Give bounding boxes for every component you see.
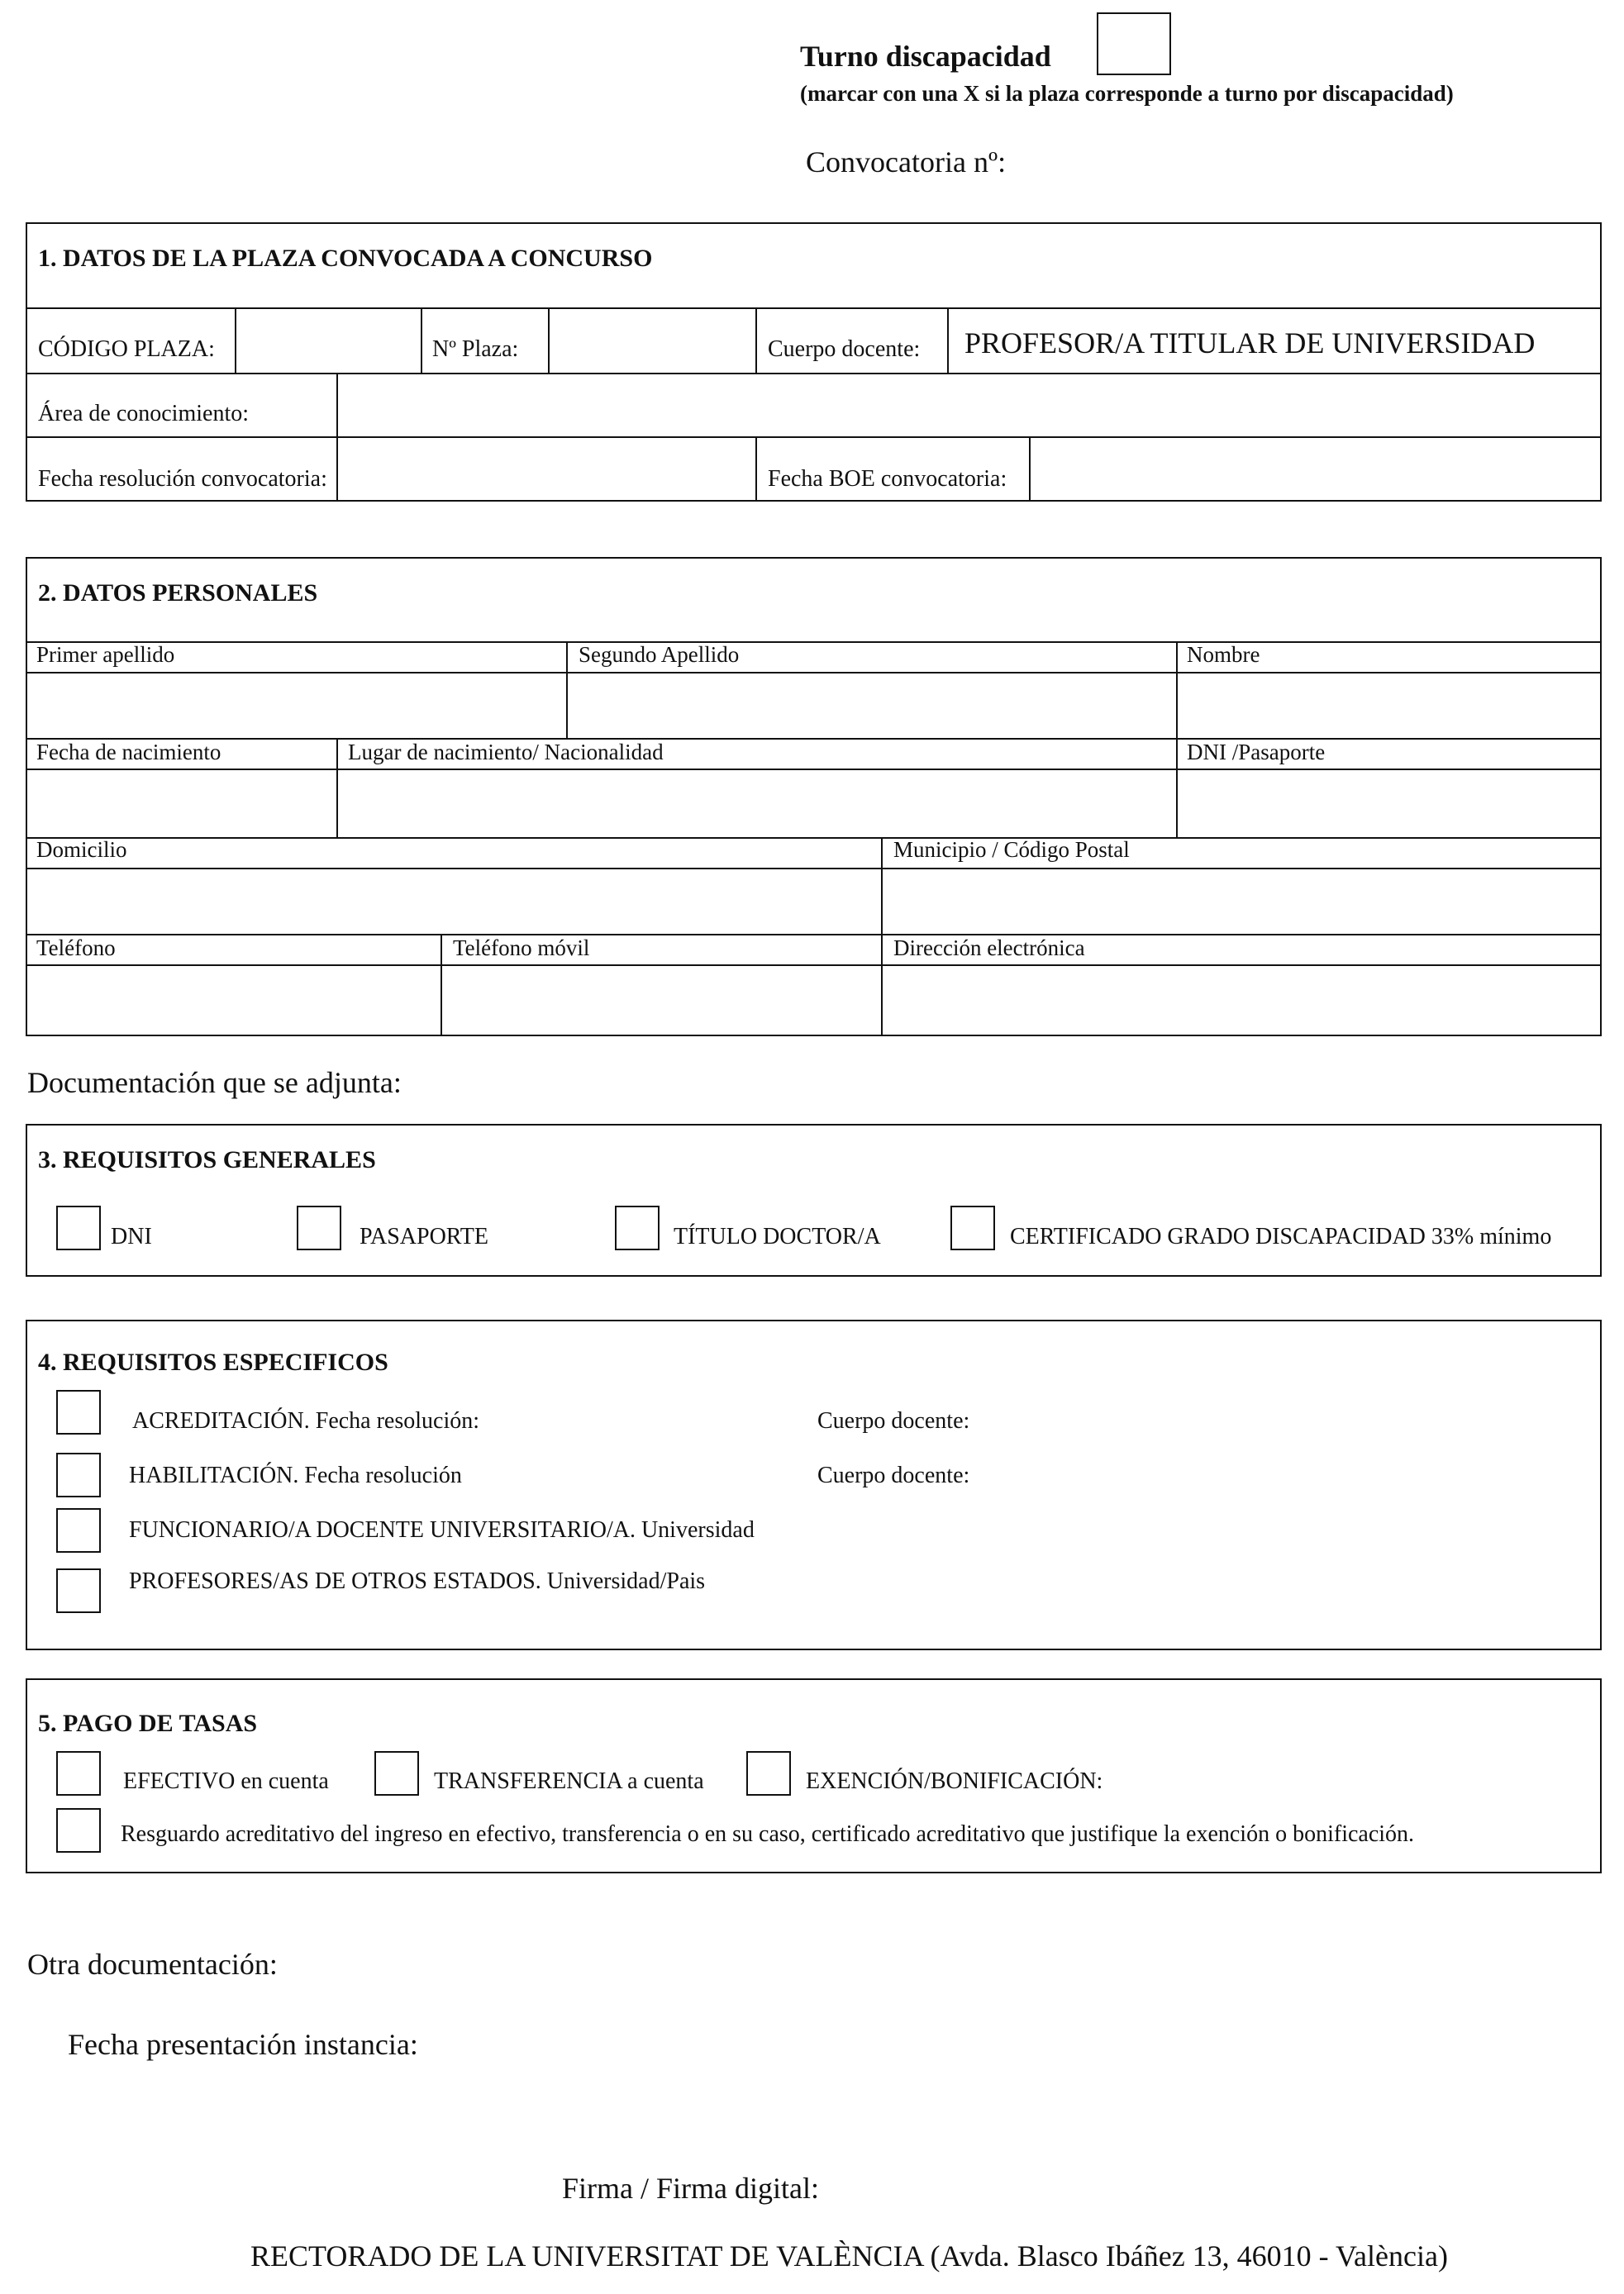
n-plaza-label: Nº Plaza: [432,336,519,362]
pasaporte-checkbox[interactable] [297,1206,341,1250]
n-plaza-field[interactable] [551,311,753,370]
divider [336,373,338,502]
otros-estados-label: PROFESORES/AS DE OTROS ESTADOS. Universidad/Pais [129,1568,706,1594]
pasaporte-option-label: PASAPORTE [360,1224,489,1249]
divider [421,307,422,373]
exencion-checkbox[interactable] [746,1751,791,1796]
turno-discapacidad-label: Turno discapacidad [800,40,1051,73]
certificado-discapacidad-checkbox[interactable] [950,1206,995,1250]
municipio-field[interactable] [883,870,1599,932]
otra-documentacion-label: Otra documentación: [27,1948,278,1981]
email-field[interactable] [883,967,1599,1034]
turno-discapacidad-note: (marcar con una X si la plaza corresponde a turno por discapacidad) [800,81,1454,106]
divider [755,307,757,373]
telefono-label: Teléfono [36,935,116,960]
divider [881,837,883,1036]
segundo-apellido-field[interactable] [569,674,1174,736]
dni-checkbox[interactable] [56,1206,101,1250]
divider [336,738,338,837]
section-2-title: 2. DATOS PERSONALES [38,579,318,607]
nombre-field[interactable] [1179,674,1599,736]
telefono-field[interactable] [27,967,439,1034]
acreditacion-label: ACREDITACIÓN. Fecha resolución: [132,1408,480,1434]
area-conocimiento-label: Área de conocimiento: [38,401,250,426]
email-label: Dirección electrónica [893,935,1085,960]
fecha-nacimiento-label: Fecha de nacimiento [36,740,221,764]
exencion-label: EXENCIÓN/BONIFICACIÓN: [806,1768,1103,1794]
divider [235,307,236,373]
resguardo-checkbox[interactable] [56,1808,101,1853]
lugar-nacimiento-label: Lugar de nacimiento/ Nacionalidad [348,740,664,764]
transferencia-label: TRANSFERENCIA a cuenta [434,1768,704,1794]
domicilio-field[interactable] [27,870,879,932]
segundo-apellido-label: Segundo Apellido [579,642,740,667]
habilitacion-checkbox[interactable] [56,1453,101,1497]
codigo-plaza-field[interactable] [238,311,418,370]
dni-pasaporte-field[interactable] [1179,771,1599,835]
cuerpo-docente-label: Cuerpo docente: [768,336,921,362]
dni-option-label: DNI [111,1224,152,1249]
divider [26,769,1602,770]
divider [548,307,550,373]
fecha-resolucion-field[interactable] [340,440,753,499]
cuerpo-docente-habilitacion-label: Cuerpo docente: [817,1463,970,1488]
fecha-presentacion-label: Fecha presentación instancia: [68,2028,418,2061]
domicilio-label: Domicilio [36,837,127,862]
transferencia-checkbox[interactable] [374,1751,419,1796]
divider [947,307,949,373]
otros-estados-checkbox[interactable] [56,1568,101,1613]
divider [755,436,757,502]
efectivo-label: EFECTIVO en cuenta [123,1768,329,1794]
section-1-title: 1. DATOS DE LA PLAZA CONVOCADA A CONCURSO [38,245,653,272]
divider [26,641,1602,643]
acreditacion-checkbox[interactable] [56,1390,101,1435]
telefono-movil-label: Teléfono móvil [453,935,590,960]
habilitacion-label: HABILITACIÓN. Fecha resolución [129,1463,462,1488]
certificado-discapacidad-option-label: CERTIFICADO GRADO DISCAPACIDAD 33% mínimo [1010,1224,1552,1249]
divider [26,738,1602,740]
funcionario-checkbox[interactable] [56,1508,101,1553]
section-4-title: 4. REQUISITOS ESPECIFICOS [38,1349,388,1376]
codigo-plaza-label: CÓDIGO PLAZA: [38,336,215,362]
divider [26,672,1602,673]
section-3-title: 3. REQUISITOS GENERALES [38,1146,376,1173]
municipio-label: Municipio / Código Postal [893,837,1130,862]
divider [1176,641,1178,837]
convocatoria-label: Convocatoria nº: [806,145,1007,178]
turno-discapacidad-checkbox[interactable] [1097,12,1171,75]
efectivo-checkbox[interactable] [56,1751,101,1796]
area-conocimiento-field[interactable] [340,376,1599,434]
primer-apellido-label: Primer apellido [36,642,175,667]
divider [26,964,1602,966]
section-5-title: 5. PAGO DE TASAS [38,1710,258,1737]
dni-pasaporte-label: DNI /Pasaporte [1187,740,1326,764]
nombre-label: Nombre [1187,642,1260,667]
footer-address: RECTORADO DE LA UNIVERSITAT DE VALÈNCIA (Avda. Blasco Ibáñez 13, 46010 - València) [250,2239,1448,2273]
divider [26,307,1602,309]
divider [1029,436,1031,502]
primer-apellido-field[interactable] [27,674,564,736]
divider [26,868,1602,869]
documentacion-label: Documentación que se adjunta: [27,1066,402,1099]
titulo-doctor-option-label: TÍTULO DOCTOR/A [674,1224,881,1249]
fecha-resolucion-label: Fecha resolución convocatoria: [38,466,327,492]
fecha-boe-field[interactable] [1032,440,1599,499]
telefono-movil-field[interactable] [443,967,879,1034]
divider [26,934,1602,935]
divider [26,837,1602,839]
divider [566,641,568,738]
firma-label: Firma / Firma digital: [562,2172,819,2205]
divider [26,436,1602,438]
cuerpo-docente-acreditacion-label: Cuerpo docente: [817,1408,970,1434]
funcionario-label: FUNCIONARIO/A DOCENTE UNIVERSITARIO/A. Universidad [129,1517,755,1543]
fecha-nacimiento-field[interactable] [27,771,335,835]
divider [26,373,1602,374]
lugar-nacimiento-field[interactable] [339,771,1174,835]
divider [441,934,442,1036]
titulo-doctor-checkbox[interactable] [615,1206,660,1250]
cuerpo-docente-value: PROFESOR/A TITULAR DE UNIVERSIDAD [964,326,1536,359]
fecha-boe-label: Fecha BOE convocatoria: [768,466,1007,492]
resguardo-label: Resguardo acreditativo del ingreso en efectivo, transferencia o en su caso, certificado acreditativo que justifique la exención o bonificación. [121,1821,1415,1847]
